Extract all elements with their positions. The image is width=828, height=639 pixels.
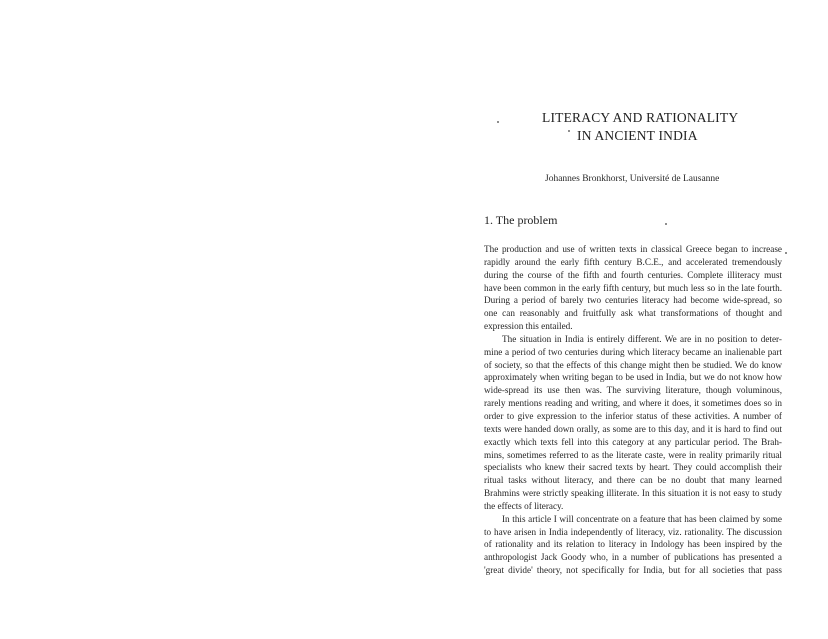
- text-line: rarely mentions reading and writing, and where it does, it sometimes does so in: [484, 398, 782, 409]
- paragraph-1: [484, 243, 782, 333]
- text-line: Brahmins were strictly speaking illiterate. In this situation it is not easy to study: [484, 488, 782, 499]
- scan-speck: [665, 223, 667, 225]
- scan-speck: [568, 130, 570, 132]
- text-line: expression this entailed.: [484, 321, 573, 332]
- text-line: the effects of literacy.: [484, 500, 564, 511]
- text-line: specialists who knew their sacred texts by heart. They could accomplish their: [484, 462, 782, 473]
- paragraph-3: [484, 513, 782, 577]
- text-line: mine a period of two centuries during which literacy became an inalienable part: [484, 346, 782, 357]
- text-line: The production and use of written texts in classical Greece began to increase: [484, 244, 782, 254]
- text-line: The situation in India is entirely different. We are in no position to deter-: [502, 333, 782, 344]
- text-line: ritual tasks without literacy, and there can be no doubt that many learned: [484, 475, 782, 486]
- text-line: wide-spread its use then was. The surviving literature, though voluminous,: [484, 385, 782, 396]
- text-line: anthropologist Jack Goody who, in a number of publications has presented a: [484, 552, 782, 563]
- text-line: 'great divide' theory, not specifically for India, but for all societies that pass: [484, 565, 782, 576]
- body-text: [484, 243, 782, 577]
- text-line: to have arisen in India independently of literacy, viz. rationality. The discussion: [484, 526, 782, 537]
- text-line: texts were handed down orally, as some are to this day, and it is hard to find out: [484, 423, 782, 434]
- text-line: order to give expression to the inferior status of these activities. A number of: [484, 410, 782, 421]
- text-line: of society, so that the effects of this change might then be studied. We do know: [484, 359, 782, 370]
- text-line: rapidly around the early fifth century B.C.E., and accelerated tremendously: [484, 256, 782, 267]
- scan-speck: [497, 121, 499, 123]
- text-line: During a period of barely two centuries literacy had become wide-spread, so: [484, 295, 782, 306]
- section-heading: 1. The problem: [484, 213, 558, 227]
- text-line: In this article I will concentrate on a feature that has been claimed by some: [502, 513, 782, 524]
- text-line: exactly which texts fell into this category at any particular period. The Brah-: [484, 436, 782, 447]
- text-line: approximately when writing began to be used in India, but we do not know how: [484, 372, 782, 383]
- author-affiliation: Johannes Bronkhorst, Université de Lausanne: [545, 174, 720, 184]
- article-title-line-1: LITERACY AND RATIONALITY: [542, 110, 739, 125]
- text-line: of rationality and its relation to literacy in Indology has been inspired by the: [484, 539, 782, 550]
- paragraph-2: [484, 333, 782, 513]
- article-title-line-2: IN ANCIENT INDIA: [577, 128, 698, 143]
- text-line: have been common in the early fifth century, but much less so in the late fourth.: [484, 282, 782, 293]
- text-line: during the course of the fifth and fourth centuries. Complete illiteracy must: [484, 269, 782, 280]
- scan-speck: [785, 252, 787, 254]
- text-line: one can reasonably and fruitfully ask what transformations of thought and: [484, 308, 782, 319]
- text-line: mins, sometimes referred to as the literate caste, were in reality primarily ritual: [484, 449, 782, 460]
